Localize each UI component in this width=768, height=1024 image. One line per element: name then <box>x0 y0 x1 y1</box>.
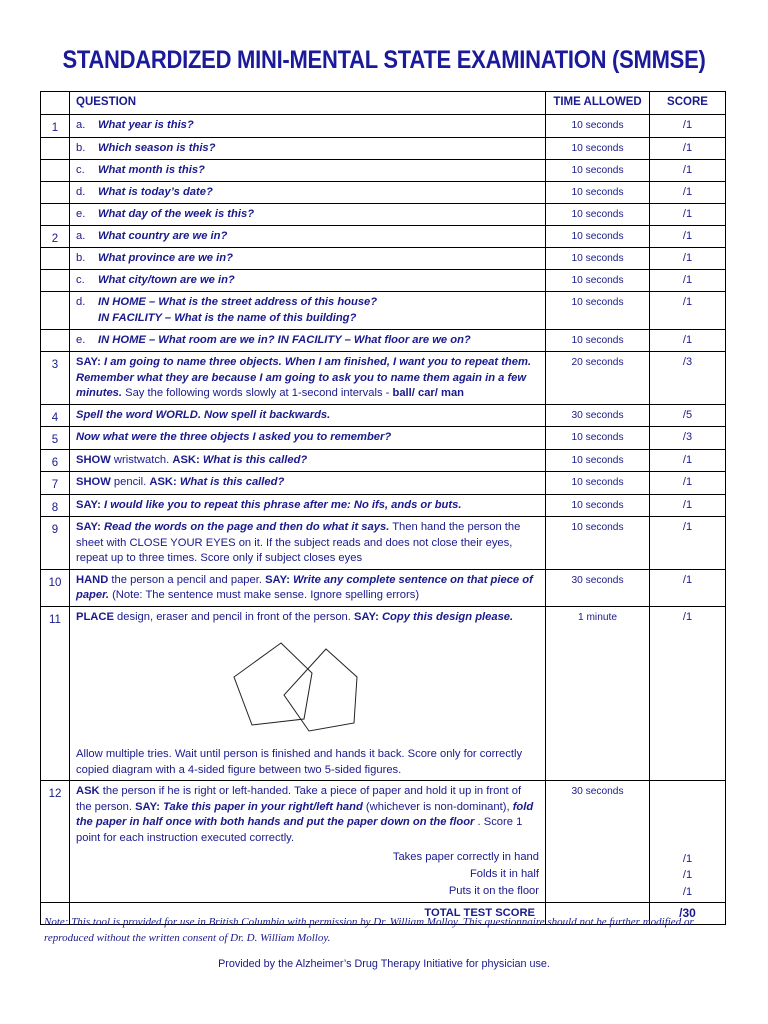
time-allowed: 1 minute <box>546 606 650 781</box>
score-cell: /1 <box>650 248 726 270</box>
score-cell: /3 <box>650 352 726 405</box>
time-allowed: 30 seconds <box>546 781 650 903</box>
question-text: SAY: I am going to name three objects. When I am finished, I want you to repeat them. Remember what they are because I am going to ask you to name them again in a few minutes. Say the following words slowly at 1-second intervals - ball/ car/ man <box>70 352 546 405</box>
score-cell: /1 <box>650 606 726 781</box>
time-allowed: 10 seconds <box>546 292 650 330</box>
time-allowed: 20 seconds <box>546 352 650 405</box>
table-row <box>41 115 726 138</box>
time-allowed: 10 seconds <box>546 472 650 495</box>
score-cell: /1 <box>650 330 726 352</box>
score-cell: /1 <box>650 115 726 138</box>
table-row <box>41 606 726 781</box>
header-time: TIME ALLOWED <box>546 92 650 115</box>
permission-note: Note: This tool is provided for use in British Columbia with permission by Dr. William Molloy. This questionnaire should not be further modified or reproduced without the written consent of Dr. D. William Molloy. <box>44 916 694 944</box>
time-allowed: 10 seconds <box>546 159 650 181</box>
table-row <box>41 404 726 427</box>
time-allowed: 10 seconds <box>546 494 650 517</box>
total-label: TOTAL TEST SCORE <box>70 903 546 925</box>
score-cell: /1 <box>650 569 726 606</box>
time-allowed: 30 seconds <box>546 404 650 427</box>
question-text: ASK the person if he is right or left-handed. Take a piece of paper and hold it up in front of the person. SAY: Take this paper in your right/left hand (whichever is non-dominant), fold the paper in half once with both hands and put the paper down on the floor . Score 1 point for each instruction executed correctly. Takes paper correctly in hand Folds it in half Puts it on the floor <box>70 781 546 903</box>
table-row <box>41 137 726 159</box>
score-cell: /1 <box>650 517 726 570</box>
header-score: SCORE <box>650 92 726 115</box>
table-row <box>41 270 726 292</box>
score-cell: /1 <box>650 494 726 517</box>
question-number: 12 <box>41 781 70 903</box>
question-text: d. IN HOME – What is the street address of this house? IN FACILITY – What is the name of this building? <box>70 292 546 330</box>
step-puts-paper-down: Puts it on the floor <box>448 885 539 897</box>
question-number: 5 <box>41 427 70 450</box>
time-allowed: 10 seconds <box>546 115 650 138</box>
question-text: Now what were the three objects I asked you to remember? <box>70 427 546 450</box>
table-row <box>41 494 726 517</box>
score-cell: /1 <box>650 449 726 472</box>
time-allowed: 10 seconds <box>546 330 650 352</box>
question-number: 8 <box>41 494 70 517</box>
score-cell: /1 <box>650 292 726 330</box>
question-number: 4 <box>41 404 70 427</box>
table-row <box>41 159 726 181</box>
question-number: 2 <box>41 225 70 248</box>
time-allowed: 10 seconds <box>546 517 650 570</box>
score-cell: /1 <box>650 472 726 495</box>
question-text: c. What city/town are we in? <box>70 270 546 292</box>
question-text: a. What year is this? <box>70 115 546 138</box>
time-allowed: 10 seconds <box>546 248 650 270</box>
question-text: e. What day of the week is this? <box>70 203 546 225</box>
question-number: 7 <box>41 472 70 495</box>
time-allowed: 10 seconds <box>546 427 650 450</box>
table-row <box>41 449 726 472</box>
document-title: STANDARDIZED MINI-MENTAL STATE EXAMINATION (SMMSE) <box>62 46 706 74</box>
time-allowed: 10 seconds <box>546 203 650 225</box>
table-row <box>41 427 726 450</box>
time-allowed: 10 seconds <box>546 181 650 203</box>
exam-table <box>40 91 726 925</box>
time-allowed: 30 seconds <box>546 569 650 606</box>
drawing-instructions: Allow multiple tries. Wait until person is finished and hands it back. Score only for correctly copied diagram with a 4-sided figure between two 5-sided figures. <box>76 748 523 776</box>
question-text: SAY: Read the words on the page and then do what it says. Then hand the person the sheet with CLOSE YOUR EYES on it. If the subject reads and does not close their eyes, repeat up to three times. Score only if subject closes eyes <box>70 517 546 570</box>
question-text: a. What country are we in? <box>70 225 546 248</box>
header-question: QUESTION <box>70 92 546 115</box>
score-cell: /1 <box>650 225 726 248</box>
score-cell: /3 <box>650 427 726 450</box>
time-allowed: 10 seconds <box>546 137 650 159</box>
question-text: HAND the person a pencil and paper. SAY: Write any complete sentence on that piece of paper. (Note: The sentence must make sense. Ignore spelling errors) <box>70 569 546 606</box>
table-row <box>41 225 726 248</box>
table-row <box>41 248 726 270</box>
table-row <box>41 181 726 203</box>
question-number: 3 <box>41 352 70 405</box>
time-allowed: 10 seconds <box>546 225 650 248</box>
time-allowed: 10 seconds <box>546 270 650 292</box>
score-cell: /1 <box>650 270 726 292</box>
step-takes-paper: Takes paper correctly in hand <box>392 851 539 863</box>
score-cell: /1 <box>650 137 726 159</box>
question-text: b. What province are we in? <box>70 248 546 270</box>
score-cell: /1 <box>650 159 726 181</box>
question-text: SAY: I would like you to repeat this phrase after me: No ifs, ands or buts. <box>70 494 546 517</box>
header-num <box>41 92 70 115</box>
total-score: /30 <box>650 903 726 925</box>
table-row <box>41 352 726 405</box>
table-row <box>41 292 726 330</box>
question-number: 11 <box>41 606 70 781</box>
table-row <box>41 569 726 606</box>
question-number: 1 <box>41 115 70 138</box>
question-text: PLACE design, eraser and pencil in front of the person. SAY: Copy this design please. Allow multiple tries. Wait until person is finished and hands it back. Score only for correctly copied diagram with a 4-sided figure between two 5-sided figures. <box>70 606 546 781</box>
question-text: b. Which season is this? <box>70 137 546 159</box>
question-number: 6 <box>41 449 70 472</box>
intersecting-pentagons-diagram <box>226 637 426 737</box>
score-cell: /1 <box>650 181 726 203</box>
question-text: Spell the word WORLD. Now spell it backwards. <box>70 404 546 427</box>
score-cell: /1 /1 /1 <box>650 781 726 903</box>
question-text: SHOW pencil. ASK: What is this called? <box>70 472 546 495</box>
footer-credit: Provided by the Alzheimer’s Drug Therapy Initiative for physician use. <box>218 958 550 970</box>
table-row <box>41 330 726 352</box>
time-allowed: 10 seconds <box>546 449 650 472</box>
question-text: d. What is today’s date? <box>70 181 546 203</box>
table-row <box>41 781 726 903</box>
table-header-row <box>41 92 726 115</box>
table-row <box>41 472 726 495</box>
question-number: 10 <box>41 569 70 606</box>
question-text: c. What month is this? <box>70 159 546 181</box>
table-row <box>41 517 726 570</box>
score-cell: /5 <box>650 404 726 427</box>
question-text: SHOW wristwatch. ASK: What is this called? <box>70 449 546 472</box>
question-number: 9 <box>41 517 70 570</box>
score-cell: /1 <box>650 203 726 225</box>
step-folds-paper: Folds it in half <box>469 868 539 880</box>
question-text: e. IN HOME – What room are we in? IN FACILITY – What floor are we on? <box>70 330 546 352</box>
table-row <box>41 203 726 225</box>
